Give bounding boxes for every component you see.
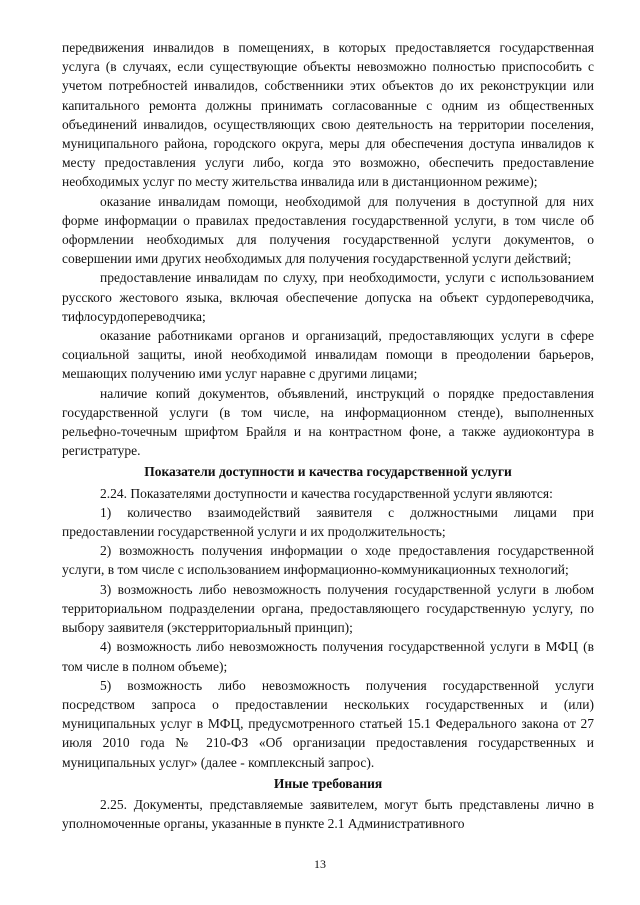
document-page <box>62 38 594 833</box>
section-other-requirements <box>62 795 594 833</box>
page-number: 13 <box>314 857 326 871</box>
heading-accessibility-indicators: Показатели доступности и качества государственной услуги <box>144 464 512 480</box>
paragraph: 2.25. Документы, представляемые заявителем, могут быть представлены лично в уполномоченные органы, указанные в пункте 2.1 Административного <box>62 796 594 832</box>
paragraph: 4) возможность либо невозможность получения государственной услуги в МФЦ (в том числе в полном объеме); <box>62 639 594 674</box>
paragraph: передвижения инвалидов в помещениях, в которых предоставляется государственная услуга (в случаях, если существующие объекты невозможно полностью приспособить с учетом потребностей инвалидов, собственники этих объектов до их реконструкции или капитального ремонта должны принимать согласованные с одним из общественных объединений инвалидов, осуществляющих свою деятельность на территории поселения, муниципального района, городского округа, меры для обеспечения доступа инвалидов к месту предоставления услуги либо, когда это возможно, обеспечить предоставление необходимых услуг по месту жительства инвалида или в дистанционном режиме); <box>62 40 594 190</box>
paragraph: оказание работниками органов и организаций, предоставляющих услуги в сфере социальной защиты, иной необходимой инвалидам помощи в преодолении барьеров, мешающих получению ими услуг наравне с другими лицами; <box>62 328 594 382</box>
section-accessibility-indicators <box>62 484 594 772</box>
heading-other-requirements: Иные требования <box>273 775 383 791</box>
paragraph: 5) возможность либо невозможность получения государственной услуги посредством запроса о предоставлении нескольких государственных и (или) муниципальных услуг в МФЦ, предусмотренного статьей 15.1 Федерального закона от 27 июля 2010 года № 210-ФЗ «Об организации предоставления государственных и муниципальных услуг» (далее - комплексный запрос). <box>62 677 594 770</box>
section-accessibility-measures <box>62 38 594 460</box>
paragraph: предоставление инвалидам по слуху, при необходимости, услуги с использованием русского жестового языка, включая обеспечение допуска на объект сурдопереводчика, тифлосурдопереводчика; <box>62 270 594 324</box>
paragraph: 1) количество взаимодействий заявителя с должностными лицами при предоставлении государственной услуги и их продолжительность; <box>62 504 594 540</box>
paragraph: 2) возможность получения информации о ходе предоставления государственной услуги, в том числе с использованием информационно-коммуникационных технологий; <box>62 543 594 578</box>
paragraph: оказание инвалидам помощи, необходимой для получения в доступной для них форме информации о правилах предоставления государственной услуги, в том числе об оформлении необходимых для получения государственной услуги документов, о совершении ими других необходимых для получения государственной услуги действий; <box>62 193 594 267</box>
paragraph: 3) возможность либо невозможность получения государственной услуги в любом территориальном подразделении органа, предоставляющего государственную услугу, по выбору заявителя (экстерриториальный принцип); <box>62 581 594 636</box>
paragraph: наличие копий документов, объявлений, инструкций о порядке предоставления государственной услуги (в том числе, на информационном стенде), выполненных рельефно-точечным шрифтом Брайля и на контрастном фоне, а также аудиоконтура в регистратуре. <box>62 385 594 459</box>
paragraph: 2.24. Показателями доступности и качества государственной услуги являются: <box>100 485 553 501</box>
